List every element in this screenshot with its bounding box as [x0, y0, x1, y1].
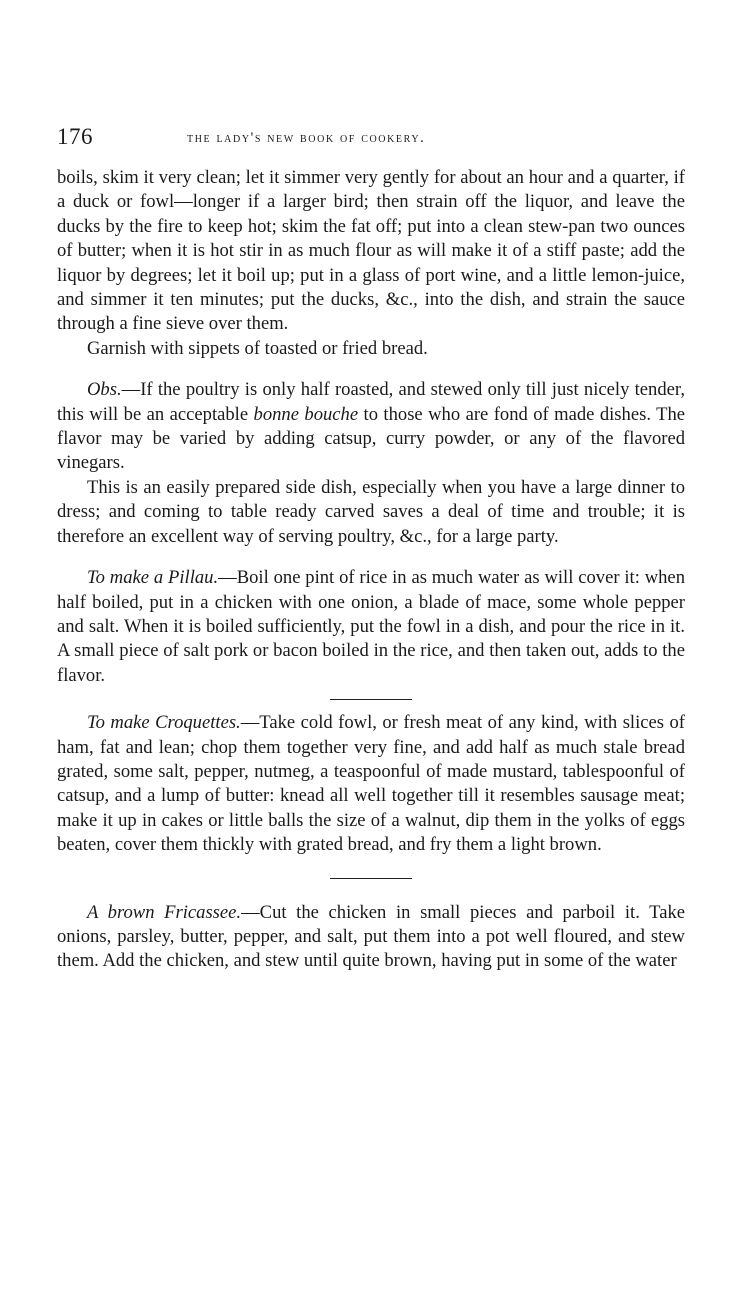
paragraph-side-dish: This is an easily prepared side dish, especially when you have a large dinner to dress; and coming to table ready carved saves a deal of time and trouble; it is therefore an excellent way of serving poultry, &c., for a large party. — [57, 476, 685, 547]
paragraph-garnish: Garnish with sippets of toasted or fried bread. — [87, 337, 428, 359]
paragraph-continued-duck-recipe: boils, skim it very clean; let it simmer very gently for about an hour and a quarter, if a duck or fowl—longer if a larger bird; then strain off the liquor, and leave the ducks by the fire to keep hot; skim the fat off; put into a clean stew-pan two ounces of butter; when it is hot stir in as much flour as will make it of a stiff paste; add the liquor by degrees; let it boil up; put in a glass of port wine, and a little lemon-juice, and simmer it ten minutes; put the ducks, &c., into the dish, and strain the sauce through a fine sieve over them. — [57, 167, 685, 335]
paragraph-text: —Take cold fowl, or fresh meat of any kind, with slices of ham, fat and lean; chop them together very fine, and add half as much stale bread grated, some salt, pepper, nutmeg, a teaspoonful of made mustard, tablespoonful of catsup, and a lump of butter: knead all well together till it resembles sausage meat; make it up in cakes or little balls the size of a walnut, dip them in the yolks of eggs beaten, cover them thickly with grated bread, and fry them a light brown. — [57, 712, 685, 856]
page-body — [57, 166, 685, 974]
paragraph-text: —If the poultry is only half roasted, and stewed only till just nicely tender, this will be an acceptable — [57, 379, 685, 425]
paragraph-text: —Boil one pint of rice in as much water as will cover it: when half boiled, put in a chicken with one onion, a blade of mace, some whole pepper and salt. When it is boiled sufficiently, put the fowl in a dish, and pour the rice in it. A small piece of salt pork or bacon boiled in the rice, and then taken out, adds to the flavor. — [57, 567, 685, 686]
page-number: 176 — [57, 124, 93, 149]
paragraph-observation — [57, 378, 685, 476]
recipe-title-croquettes: To make Croquettes. — [87, 712, 241, 734]
section-divider — [330, 878, 412, 879]
paragraph-lead-obs: Obs. — [87, 379, 122, 401]
recipe-title-brown-fricassee: A brown Fricassee. — [87, 901, 242, 923]
spacer — [57, 549, 685, 566]
paragraph-brown-fricassee — [57, 901, 685, 974]
running-title: the lady's new book of cookery. — [187, 130, 426, 146]
paragraph-text: to those who are fond of made dishes. The flavor may be varied by adding catsup, curry powder, or any of the flavored vinegars. — [57, 403, 685, 474]
recipe-title-pillau: To make a Pillau. — [87, 567, 219, 589]
paragraph-croquettes — [57, 711, 685, 857]
emphasis-bonne-bouche: bonne bouche — [253, 403, 359, 425]
paragraph-text: —Cut the chicken in small pieces and parboil it. Take onions, parsley, butter, pepper, and salt, put them into a pot well floured, and stew them. Add the chicken, and stew until quite brown, having put in some of the water — [57, 901, 685, 972]
section-divider — [330, 699, 412, 700]
paragraph-pillau — [57, 566, 685, 688]
page-header — [57, 124, 685, 154]
spacer — [57, 361, 685, 378]
